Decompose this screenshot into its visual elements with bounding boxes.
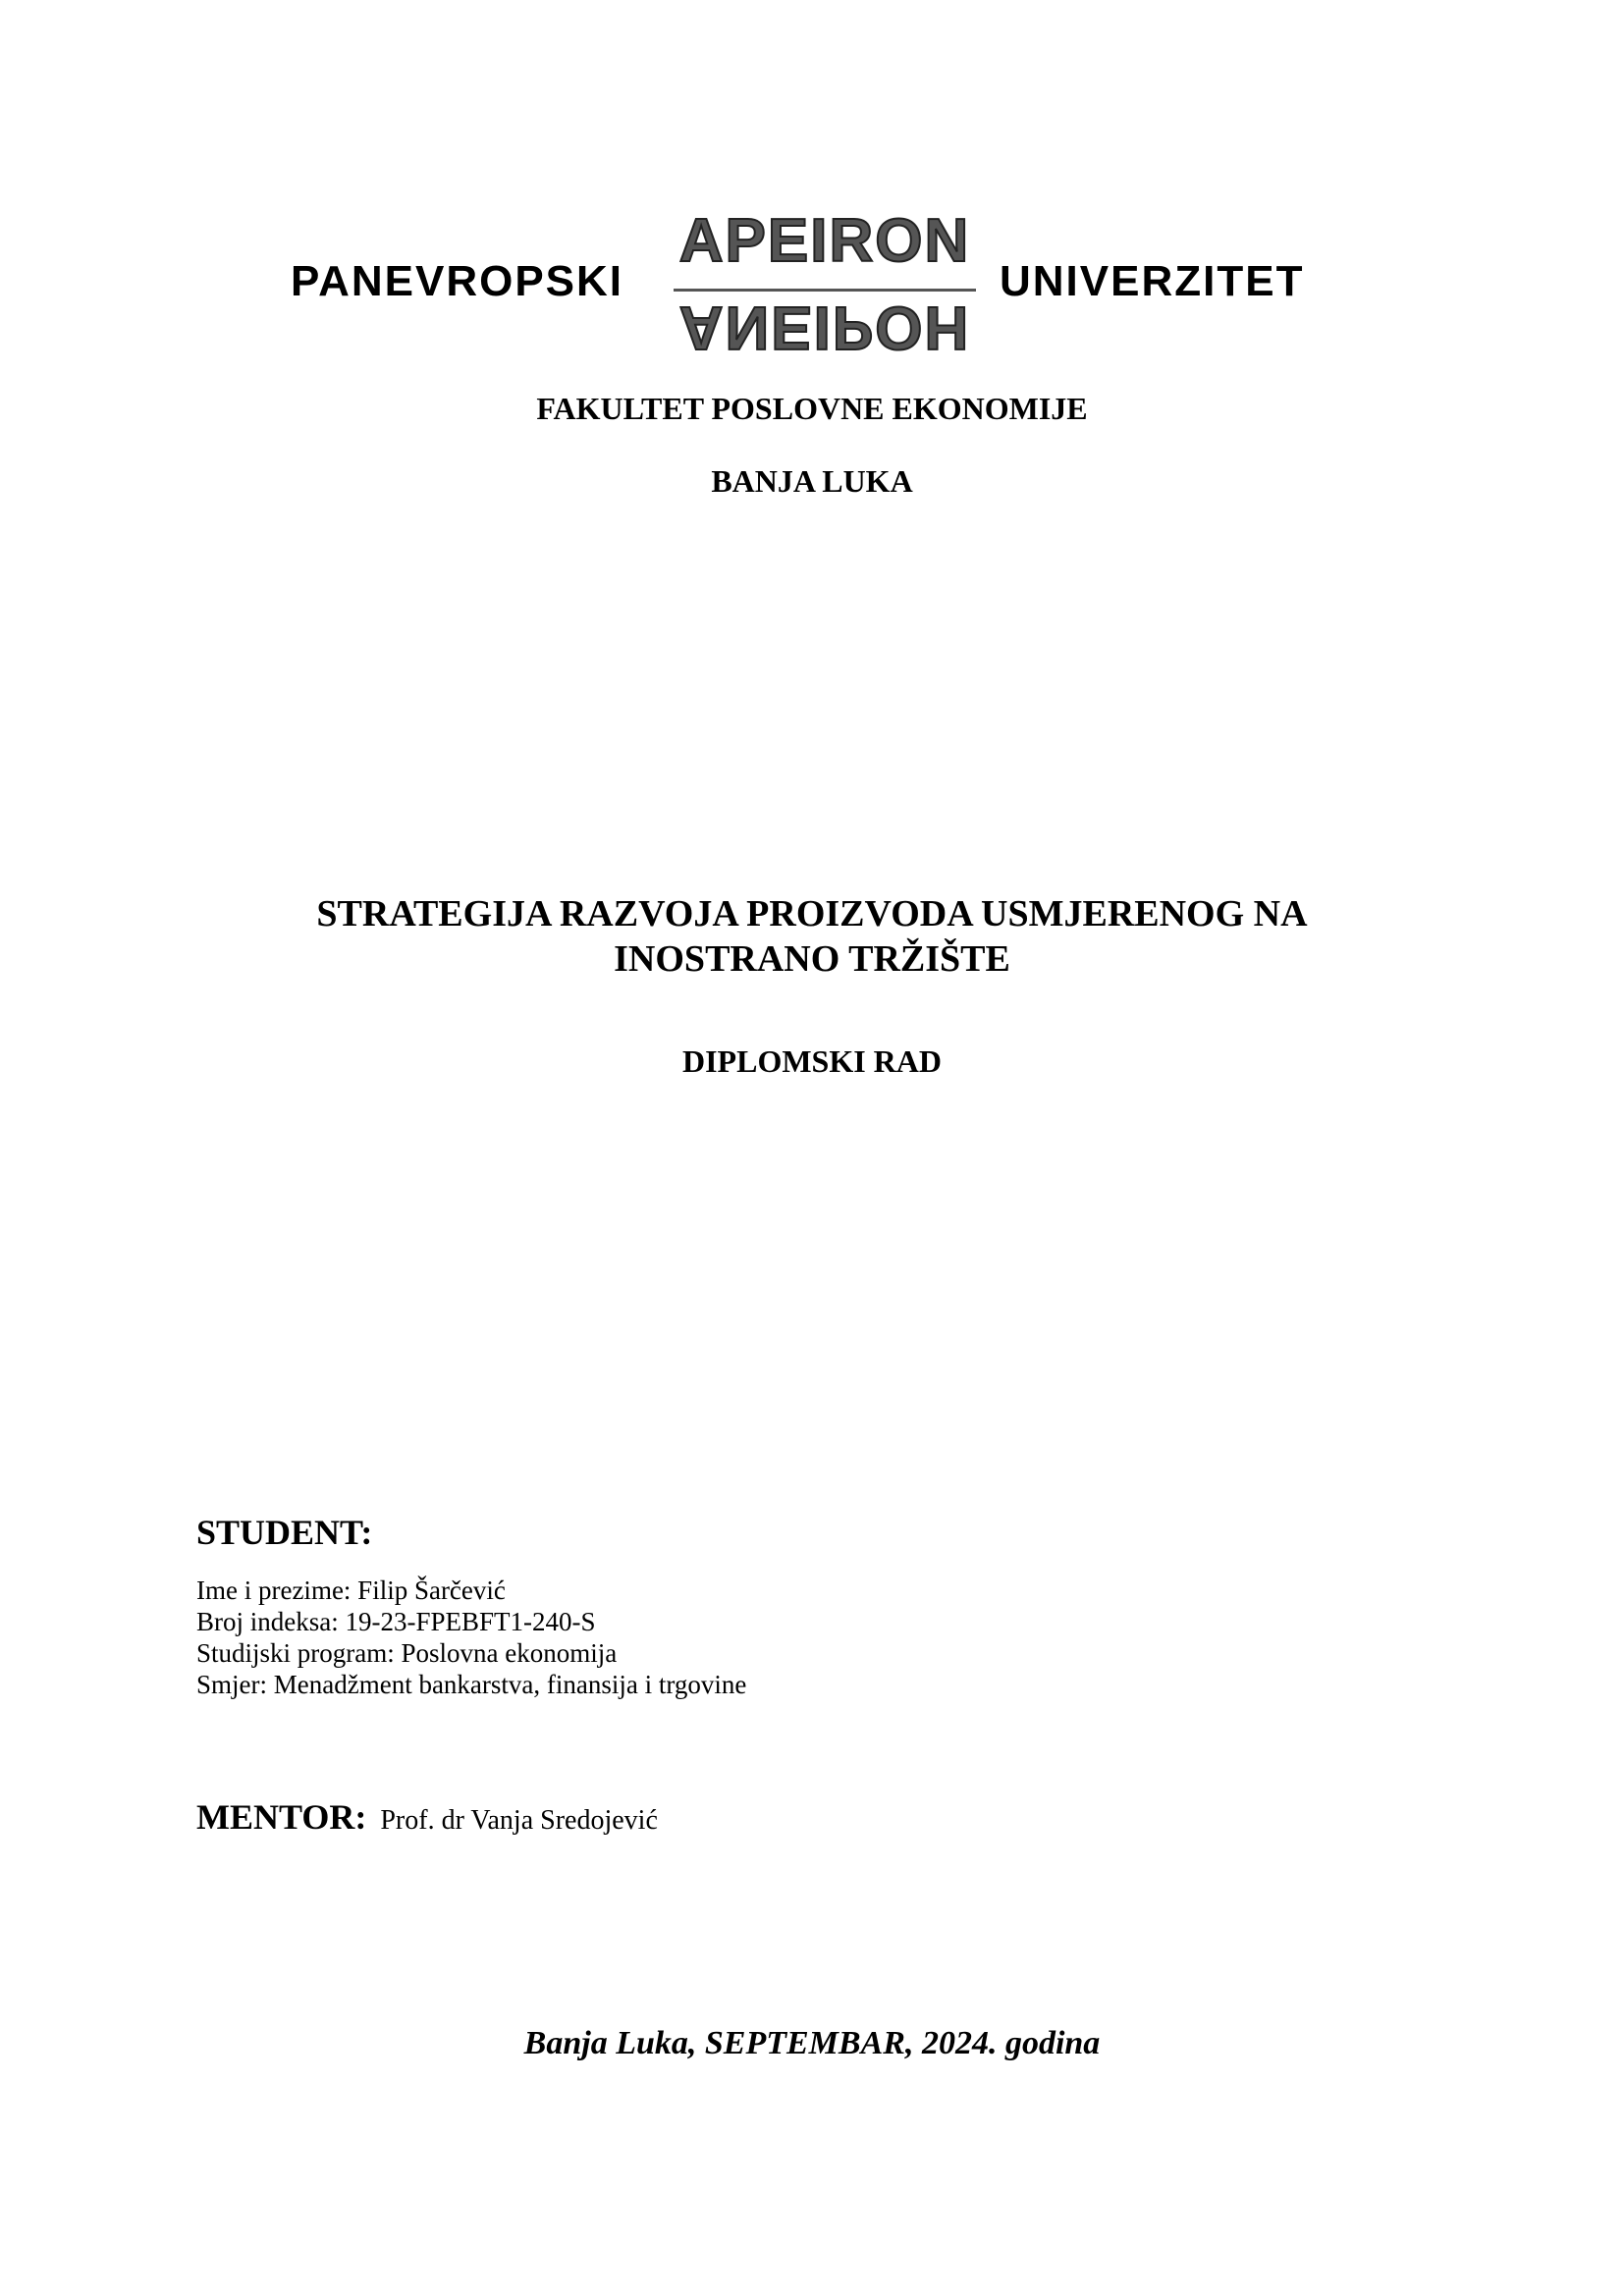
thesis-title-line-2: INOSTRANO TRŽIŠTE [614, 938, 1010, 980]
university-header [0, 196, 1624, 363]
student-name-line: Ime i prezime: Filip Šarčević [196, 1575, 506, 1605]
university-name-left: PANEVROPSKI [291, 257, 624, 305]
mentor-name: Prof. dr Vanja Sredojević [380, 1805, 658, 1836]
mentor-label: MENTOR: [196, 1797, 367, 1837]
thesis-title [0, 891, 1624, 982]
student-info [196, 1512, 1375, 1700]
faculty-city: BANJA LUKA [711, 463, 913, 499]
apeiron-logo [668, 206, 982, 365]
thesis-title-line-1: STRATEGIJA RAZVOJA PROIZVODA USMJERENOG NA [316, 893, 1308, 934]
student-index-line: Broj indeksa: 19-23-FPEBFT1-240-S [196, 1607, 596, 1636]
study-program-line: Studijski program: Poslovna ekonomija [196, 1638, 618, 1668]
university-name-right: UNIVERZITET [1000, 257, 1305, 305]
logo-text-top: APEIRON [678, 207, 971, 275]
logo-divider [674, 289, 976, 292]
mentor-info [196, 1796, 658, 1838]
thesis-type: DIPLOMSKI RAD [681, 1043, 942, 1079]
faculty-name: FAKULTET POSLOVNE EKONOMIJE [536, 391, 1088, 426]
place-and-date: Banja Luka, SEPTEMBAR, 2024. godina [523, 2025, 1101, 2061]
study-direction-line: Smjer: Menadžment bankarstva, finansija i trgovine [196, 1670, 747, 1699]
student-heading: STUDENT: [196, 1513, 373, 1552]
logo-text-mirrored: ANEIPOH [678, 294, 971, 361]
